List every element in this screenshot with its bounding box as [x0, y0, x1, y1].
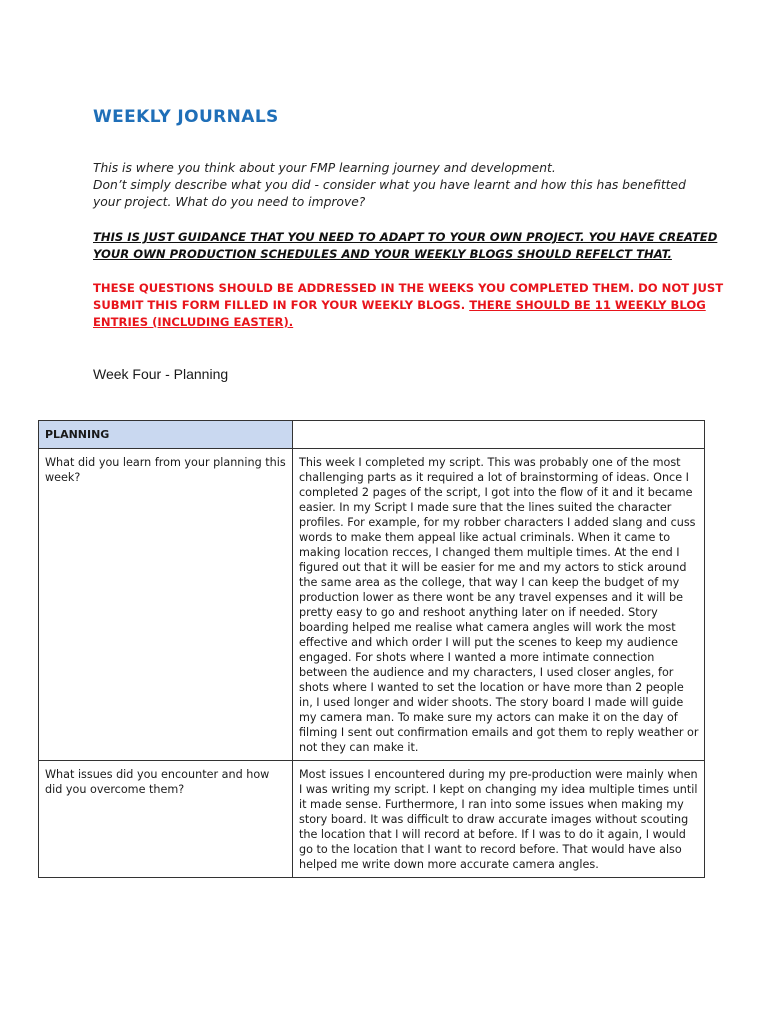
- intro-line: Don’t simply describe what you did - consider what you have learnt and how this has benefitted your project. What do you need to improve?: [93, 178, 686, 209]
- question-cell: What did you learn from your planning this week?: [39, 449, 293, 761]
- warning-note: [93, 280, 733, 331]
- guidance-note: THIS IS JUST GUIDANCE THAT YOU NEED TO ADAPT TO YOUR OWN PROJECT. YOU HAVE CREATED YOUR OWN PRODUCTION SCHEDULES AND YOUR WEEKLY BLOGS SHOULD REFELCT THAT.: [93, 230, 718, 261]
- warning-underlined-text: THERE SHOULD BE 11 WEEKLY BLOG ENTRIES (INCLUDING EASTER).: [93, 298, 706, 329]
- week-heading: Week Four - Planning: [93, 366, 229, 382]
- table-header-blank: [293, 421, 705, 449]
- intro-text: [93, 160, 713, 211]
- question-cell: What issues did you encounter and how did you overcome them?: [39, 761, 293, 878]
- document-title: WEEKLY JOURNALS: [93, 107, 279, 127]
- table-row: [39, 449, 705, 761]
- table-row: [39, 761, 705, 878]
- answer-cell: Most issues I encountered during my pre-production were mainly when I was writing my script. I kept on changing my idea multiple times until it made sense. Furthermore, I ran into some issues when making my story board. It was difficult to draw accurate images without scouting the location that I will record at before. If I was to do it again, I would go to the location that I want to record before. That would have also helped me write down more accurate camera angles.: [293, 761, 705, 878]
- answer-cell: This week I completed my script. This was probably one of the most challenging parts as it required a lot of brainstorming of ideas. Once I completed 2 pages of the script, I got into the flow of it and it became easier. In my Script I made sure that the lines suited the character profiles. For example, for my robber characters I added slang and cuss words to make them appeal like actual criminals. When it came to making location recces, I changed them multiple times. At the end I figured out that it will be easier for me and my actors to stick around the same area as the college, that way I can keep the budget of my production lower as there wont be any travel expenses and it will be pretty easy to go and reshoot anything later on if needed. Story boarding helped me realise what camera angles will work the most effective and which order I will put the scenes to keep my audience engaged. For shots where I wanted a more intimate connection between the audience and my characters, I used closer angles, for shots where I wanted to set the location or have more than 2 people in, I used longer and wider shoots. The story board I made will guide my camera man. To make sure my actors can make it on the day of filming I sent out confirmation emails and got them to reply weather or not they can make it.: [293, 449, 705, 761]
- planning-table: [38, 420, 705, 878]
- intro-line: This is where you think about your FMP learning journey and development.: [93, 161, 556, 175]
- warning-text: THESE QUESTIONS SHOULD BE ADDRESSED IN THE WEEKS YOU COMPLETED THEM. DO NOT JUST SUBMIT THIS FORM FILLED IN FOR YOUR WEEKLY BLOGS.: [93, 281, 724, 312]
- table-header-row: [39, 421, 705, 449]
- table-header-label: PLANNING: [39, 421, 293, 449]
